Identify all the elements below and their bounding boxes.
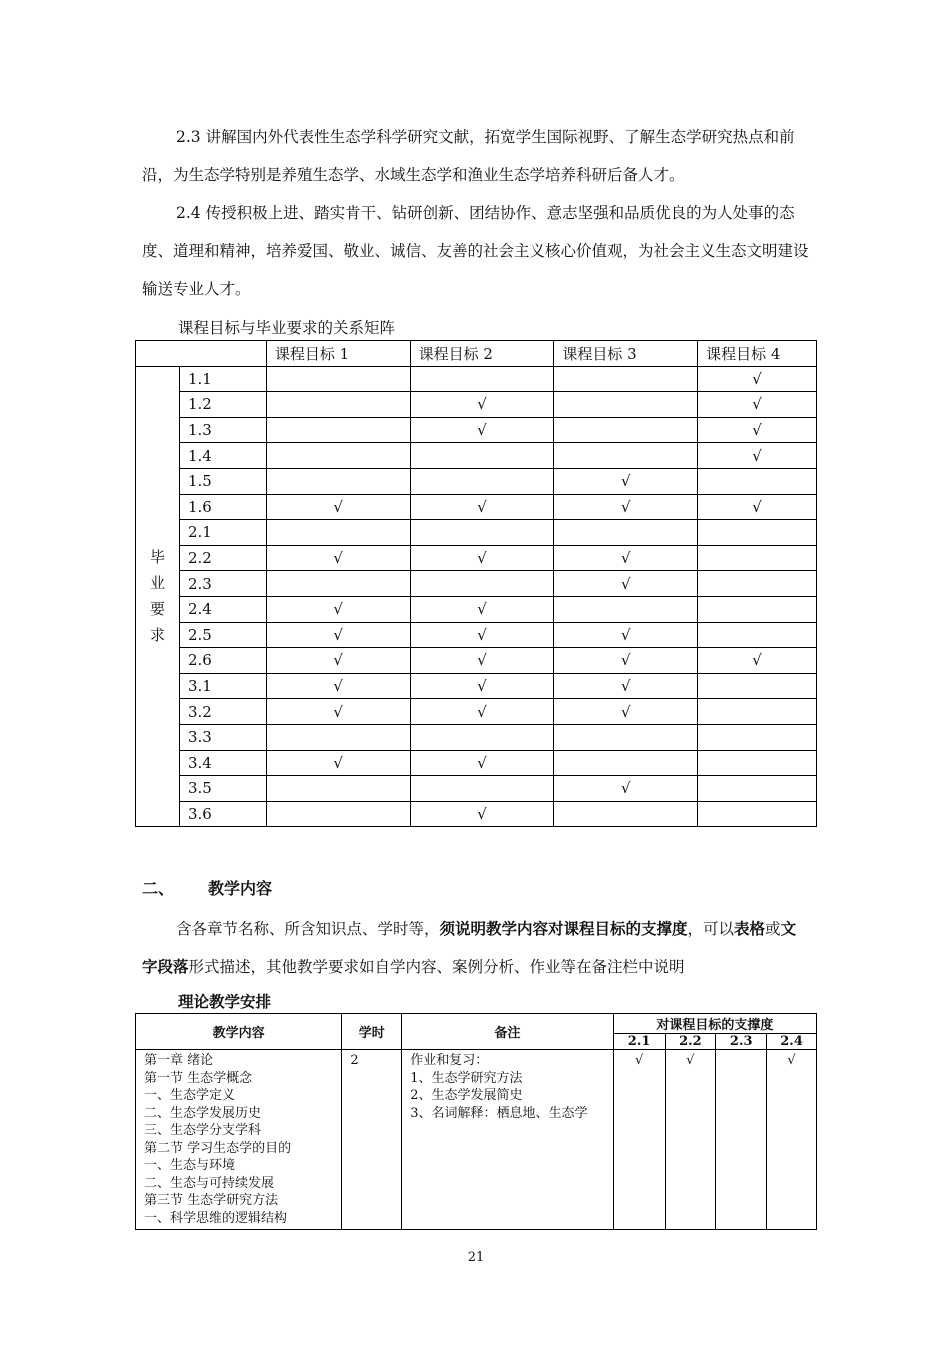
matrix-row (136, 776, 817, 802)
matrix-requirement-cell: 2.5 (179, 622, 266, 648)
section-number: 二、 (142, 879, 175, 898)
matrix-check-cell: √ (554, 545, 698, 571)
matrix-check-cell (554, 801, 698, 827)
matrix-header-cell: 课程目标 3 (554, 341, 698, 367)
matrix-row (136, 622, 817, 648)
matrix-requirement-cell: 3.5 (179, 776, 266, 802)
plan-header-row (136, 1014, 817, 1034)
matrix-check-cell (266, 801, 410, 827)
matrix-requirement-cell: 1.3 (179, 417, 266, 443)
section-title: 教学内容 (208, 879, 273, 898)
matrix-requirement-cell: 2.2 (179, 545, 266, 571)
side-label-char: 毕 (149, 548, 165, 567)
matrix-requirement-cell: 3.4 (179, 750, 266, 776)
matrix-check-cell: √ (554, 494, 698, 520)
matrix-row (136, 801, 817, 827)
matrix-row (136, 673, 817, 699)
matrix-check-cell: √ (698, 392, 817, 418)
matrix-check-cell: √ (698, 443, 817, 469)
matrix-check-cell (554, 366, 698, 392)
plan-caption: 理论教学安排 (178, 992, 272, 1011)
matrix-check-cell (698, 801, 817, 827)
matrix-check-cell: √ (266, 648, 410, 674)
plan-header-remark: 备注 (402, 1014, 613, 1050)
side-label-char: 要 (149, 600, 165, 619)
matrix-check-cell (410, 443, 554, 469)
section-intro (142, 910, 810, 986)
teaching-plan-table (135, 1013, 817, 1230)
matrix-check-cell (698, 622, 817, 648)
matrix-requirement-cell: 1.6 (179, 494, 266, 520)
plan-content-cell: 第一章 绪论 第一节 生态学概念 一、生态学定义 二、生态学发展历史 三、生态学分支学科 第二节 学习生态学的目的 一、生态与环境 二、生态与可持续发展 第三节 生态学研究方法 一、科学思维的逻辑结构 (136, 1050, 342, 1230)
matrix-check-cell (410, 776, 554, 802)
matrix-requirement-cell: 3.2 (179, 699, 266, 725)
paragraph-2-3: 2.3 讲解国内外代表性生态学科学研究文献，拓宽学生国际视野、了解生态学研究热点和前沿，为生态学特别是养殖生态学、水域生态学和渔业生态学培养科研后备人才。 (142, 128, 795, 184)
side-label-char: 业 (149, 574, 165, 593)
matrix-row (136, 750, 817, 776)
matrix-check-cell (266, 520, 410, 546)
matrix-header-cell: 课程目标 1 (266, 341, 410, 367)
matrix-check-cell (410, 520, 554, 546)
matrix-check-cell (554, 724, 698, 750)
intro-bold-table: 表格 (734, 919, 766, 938)
matrix-check-cell: √ (410, 750, 554, 776)
matrix-check-cell (266, 776, 410, 802)
matrix-check-cell: √ (410, 622, 554, 648)
plan-header-content: 教学内容 (136, 1014, 342, 1050)
matrix-requirement-cell: 2.4 (179, 596, 266, 622)
matrix-check-cell (698, 776, 817, 802)
plan-header-hours: 学时 (342, 1014, 402, 1050)
matrix-header-cell: 课程目标 4 (698, 341, 817, 367)
matrix-requirement-cell: 2.3 (179, 571, 266, 597)
matrix-check-cell: √ (410, 673, 554, 699)
matrix-check-cell: √ (266, 750, 410, 776)
matrix-requirement-cell: 2.1 (179, 520, 266, 546)
matrix-check-cell (410, 468, 554, 494)
plan-target-cell: 2.4 (767, 1034, 817, 1050)
matrix-check-cell (698, 545, 817, 571)
matrix-row (136, 520, 817, 546)
side-label-char: 求 (149, 626, 165, 645)
plan-support-cell: √ (767, 1050, 817, 1230)
matrix-check-cell: √ (266, 673, 410, 699)
plan-hours-cell: 2 (342, 1050, 402, 1230)
intro-bold-support: 须说明教学内容对课程目标的支撑度 (439, 919, 688, 938)
plan-support-cell (716, 1050, 767, 1230)
matrix-check-cell (698, 468, 817, 494)
matrix-check-cell: √ (266, 494, 410, 520)
matrix-corner-cell (136, 341, 267, 367)
matrix-check-cell (554, 392, 698, 418)
matrix-check-cell: √ (554, 468, 698, 494)
plan-header-support: 对课程目标的支撑度 (613, 1014, 816, 1034)
matrix-check-cell: √ (266, 545, 410, 571)
matrix-check-cell: √ (266, 622, 410, 648)
matrix-row (136, 417, 817, 443)
paragraph-2-4: 2.4 传授积极上进、踏实肯干、钻研创新、团结协作、意志坚强和品质优良的为人处事的态度、道理和精神，培养爱国、敬业、诚信、友善的社会主义核心价值观，为社会主义生态文明建设输送专业人才。 (142, 204, 809, 298)
matrix-check-cell: √ (410, 596, 554, 622)
matrix-requirement-cell: 1.4 (179, 443, 266, 469)
matrix-check-cell (266, 571, 410, 597)
matrix-row (136, 392, 817, 418)
plan-row-chapter-1 (136, 1050, 817, 1230)
matrix-check-cell (554, 417, 698, 443)
matrix-header-row (136, 341, 817, 367)
matrix-requirement-cell: 3.3 (179, 724, 266, 750)
matrix-row (136, 494, 817, 520)
intro-text: 含各章节名称、所含知识点、学时等， (176, 920, 440, 938)
matrix-check-cell: √ (554, 622, 698, 648)
matrix-check-cell: √ (698, 648, 817, 674)
matrix-requirement-cell: 3.6 (179, 801, 266, 827)
matrix-check-cell (410, 366, 554, 392)
matrix-check-cell: √ (554, 776, 698, 802)
matrix-check-cell (266, 443, 410, 469)
matrix-check-cell (698, 596, 817, 622)
matrix-row (136, 468, 817, 494)
matrix-check-cell (698, 520, 817, 546)
matrix-check-cell: √ (698, 494, 817, 520)
matrix-requirement-cell: 2.6 (179, 648, 266, 674)
matrix-check-cell: √ (266, 699, 410, 725)
matrix-check-cell: √ (410, 648, 554, 674)
plan-target-cell: 2.2 (665, 1034, 716, 1050)
matrix-check-cell (266, 366, 410, 392)
matrix-check-cell: √ (410, 801, 554, 827)
intro-text: 形式描述，其他教学要求如自学内容、案例分析、作业等在备注栏中说明 (188, 958, 685, 976)
intro-bold-paragraph: 文字段落 (142, 919, 797, 976)
intro-text: 或 (765, 920, 781, 938)
page-number: 21 (467, 1250, 485, 1265)
matrix-check-cell: √ (266, 596, 410, 622)
matrix-check-cell (554, 443, 698, 469)
plan-support-cell: √ (665, 1050, 716, 1230)
matrix-row (136, 366, 817, 392)
matrix-check-cell: √ (410, 494, 554, 520)
matrix-check-cell (266, 417, 410, 443)
section-heading (142, 876, 272, 899)
matrix-check-cell: √ (410, 417, 554, 443)
matrix-check-cell: √ (554, 648, 698, 674)
matrix-check-cell: √ (554, 699, 698, 725)
matrix-check-cell (698, 673, 817, 699)
matrix-check-cell (698, 724, 817, 750)
intro-text: ，可以 (687, 920, 735, 938)
matrix-requirement-cell: 3.1 (179, 673, 266, 699)
matrix-check-cell (266, 392, 410, 418)
matrix-check-cell (266, 724, 410, 750)
matrix-check-cell: √ (554, 673, 698, 699)
plan-target-cell: 2.3 (716, 1034, 767, 1050)
matrix-row (136, 596, 817, 622)
matrix-caption: 课程目标与毕业要求的关系矩阵 (178, 319, 396, 337)
matrix-check-cell (554, 596, 698, 622)
matrix-requirement-cell: 1.5 (179, 468, 266, 494)
matrix-row (136, 443, 817, 469)
matrix-check-cell: √ (698, 417, 817, 443)
matrix-check-cell (266, 468, 410, 494)
matrix-row (136, 724, 817, 750)
matrix-check-cell (410, 571, 554, 597)
matrix-check-cell (698, 699, 817, 725)
matrix-check-cell: √ (410, 545, 554, 571)
matrix-header-cell: 课程目标 2 (410, 341, 554, 367)
matrix-row (136, 648, 817, 674)
matrix-check-cell: √ (410, 699, 554, 725)
matrix-check-cell (554, 750, 698, 776)
matrix-row (136, 571, 817, 597)
matrix-check-cell: √ (554, 571, 698, 597)
matrix-check-cell: √ (698, 366, 817, 392)
matrix-check-cell (698, 750, 817, 776)
plan-remark-cell: 作业和复习： 1、生态学研究方法 2、生态学发展简史 3、名词解释：栖息地、生态学 (402, 1050, 613, 1230)
matrix-side-label (136, 366, 180, 827)
matrix-check-cell (698, 571, 817, 597)
matrix-requirement-cell: 1.1 (179, 366, 266, 392)
matrix-row (136, 545, 817, 571)
matrix-requirement-cell: 1.2 (179, 392, 266, 418)
matrix-check-cell (554, 520, 698, 546)
matrix-check-cell: √ (410, 392, 554, 418)
matrix-row (136, 699, 817, 725)
relation-matrix-table (135, 340, 817, 827)
matrix-check-cell (410, 724, 554, 750)
plan-target-cell: 2.1 (613, 1034, 665, 1050)
plan-support-cell: √ (613, 1050, 665, 1230)
